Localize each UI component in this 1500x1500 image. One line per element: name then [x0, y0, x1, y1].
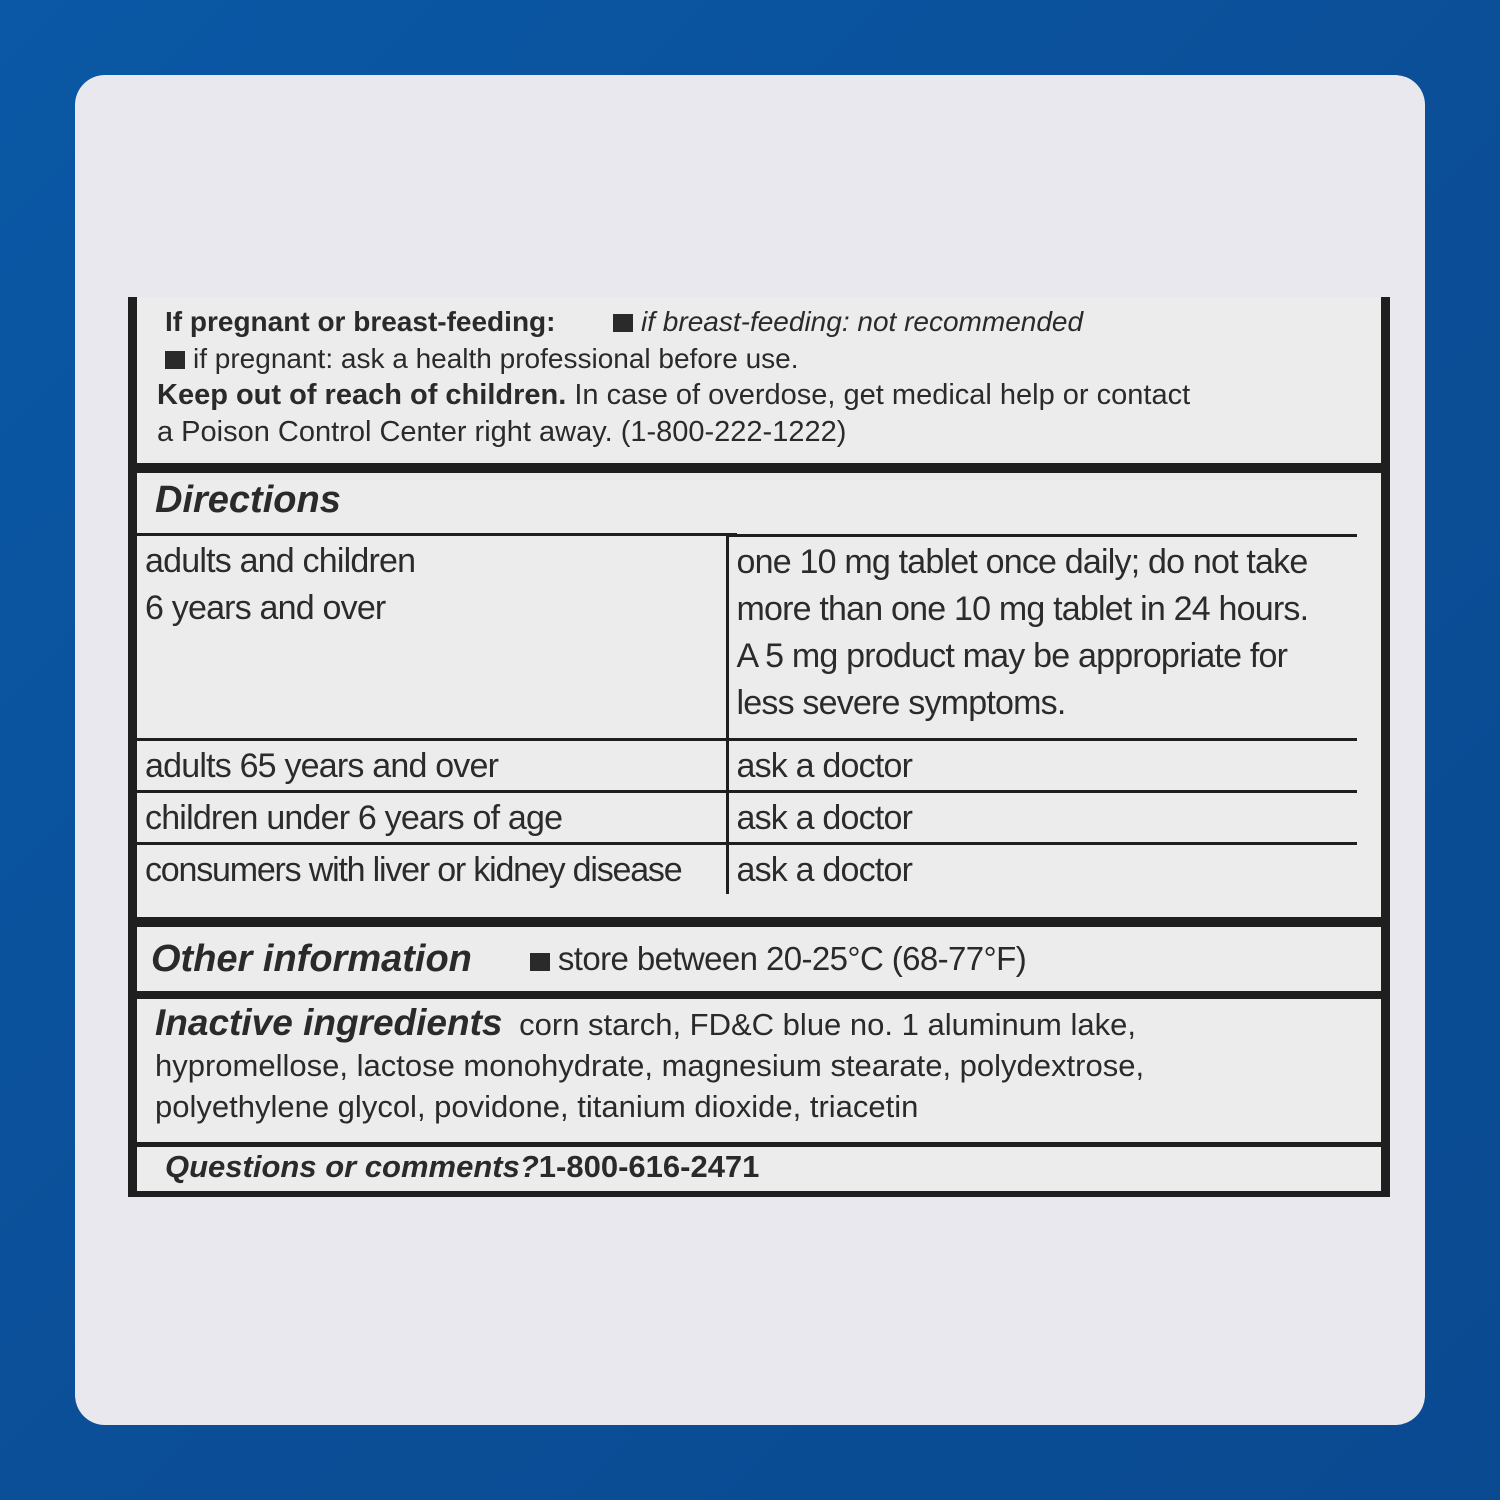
ingredients-text: polyethylene glycol, povidone, titanium dioxide, triacetin — [155, 1089, 919, 1124]
other-information-title: Other information — [151, 937, 472, 980]
dosage-text: more than one 10 mg tablet in 24 hours. — [736, 590, 1309, 628]
bullet-square-icon — [165, 351, 185, 369]
questions-section — [165, 1149, 1381, 1185]
section-divider — [137, 1142, 1381, 1147]
breast-feeding-warning: if breast-feeding: not recommended — [641, 306, 1084, 337]
poison-control-text: a Poison Control Center right away. (1-800-222-1222) — [157, 416, 847, 448]
inactive-ingredients-section — [155, 1002, 1371, 1127]
dosage-text: one 10 mg tablet once daily; do not take — [736, 543, 1308, 581]
directions-title: Directions — [155, 479, 341, 521]
pregnant-warning: if pregnant: ask a health professional before use. — [193, 343, 799, 374]
overdose-text: In case of overdose, get medical help or contact — [566, 379, 1191, 411]
age-group-label: adults and children — [145, 541, 416, 580]
table-row — [137, 740, 1357, 792]
questions-label: Questions or comments? — [165, 1149, 539, 1184]
warnings-section — [137, 303, 1381, 451]
directions-table — [137, 534, 1357, 894]
age-group-label: children under 6 years of age — [137, 792, 727, 844]
drug-facts-label — [128, 297, 1390, 1197]
dosage-text: less severe symptoms. — [736, 684, 1066, 722]
section-divider — [137, 917, 1381, 927]
dosage-text: ask a doctor — [727, 740, 1357, 792]
table-row — [137, 792, 1357, 844]
age-group-label: 6 years and over — [145, 588, 386, 627]
section-divider — [137, 991, 1381, 999]
ingredients-text: corn starch, FD&C blue no. 1 aluminum lake, — [519, 1007, 1136, 1042]
ingredients-text: hypromellose, lactose monohydrate, magnesium stearate, polydextrose, — [155, 1048, 1145, 1083]
age-group-label: consumers with liver or kidney disease — [137, 844, 727, 895]
section-divider — [137, 463, 1381, 473]
dosage-text: A 5 mg product may be appropriate for — [736, 637, 1288, 675]
age-group-label: adults 65 years and over — [137, 740, 727, 792]
questions-phone: 1-800-616-2471 — [538, 1149, 760, 1184]
dosage-text: ask a doctor — [727, 844, 1357, 895]
table-row — [137, 536, 1357, 740]
table-row — [137, 844, 1357, 895]
storage-text: store between 20-25°C (68-77°F) — [557, 940, 1027, 977]
bullet-square-icon — [613, 314, 633, 332]
pregnant-heading: If pregnant or breast-feeding: — [165, 306, 556, 337]
bullet-square-icon — [530, 953, 550, 971]
keep-out-heading: Keep out of reach of children. — [157, 379, 567, 411]
dosage-text: ask a doctor — [727, 792, 1357, 844]
other-information-section — [151, 929, 1381, 989]
inactive-ingredients-title: Inactive ingredients — [155, 1002, 503, 1043]
